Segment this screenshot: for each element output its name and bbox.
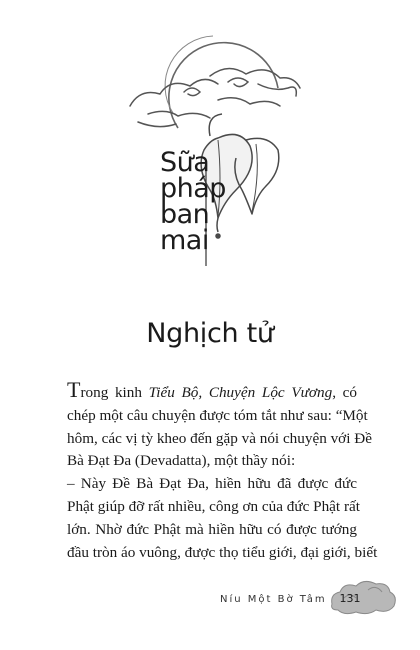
page-footer: [220, 578, 400, 618]
text-line-4: Bà Đạt Đa (Devadatta), một thầy nói:: [67, 452, 296, 470]
text-line-6: Phật giúp đỡ rất nhiều, công ơn của đức Phật rất: [67, 497, 360, 515]
text-line-3: hôm, các vị tỳ kheo đến gặp và nói chuyện với Đề: [67, 429, 372, 447]
italic-title: Tiểu Bộ, Chuyện Lộc Vương: [148, 384, 333, 401]
text-line-8: đầu tròn áo vuông, được thọ tiểu giới, đại giới, biết: [67, 543, 378, 561]
logo-line-2: pháp: [160, 173, 226, 204]
page-number: 131: [339, 592, 361, 605]
chapter-title: Nghịch tử: [146, 318, 274, 349]
book-series-logo: [160, 147, 230, 256]
paragraph-2: [67, 473, 378, 564]
body-text: [67, 377, 378, 564]
logo-line-3: ban: [160, 199, 210, 230]
text-line-7: lớn. Nhờ đức Phật mà hiền hữu có được tướng: [67, 520, 357, 538]
paragraph-1: [67, 377, 372, 473]
running-footer-title: Níu Một Bờ Tâm: [220, 594, 327, 605]
logo-line-4: mai: [160, 225, 209, 256]
drop-cap: T: [67, 377, 81, 402]
text-line-5: – Này Đề Bà Đạt Đa, hiền hữu đã được đức: [67, 475, 357, 493]
logo-line-1: Sữa: [160, 147, 210, 178]
text-line-1: Trong kinh Tiểu Bộ, Chuyện Lộc Vương, có: [67, 377, 357, 402]
text-line-2: chép một câu chuyện được tóm tắt như sau: “Một: [67, 406, 368, 424]
